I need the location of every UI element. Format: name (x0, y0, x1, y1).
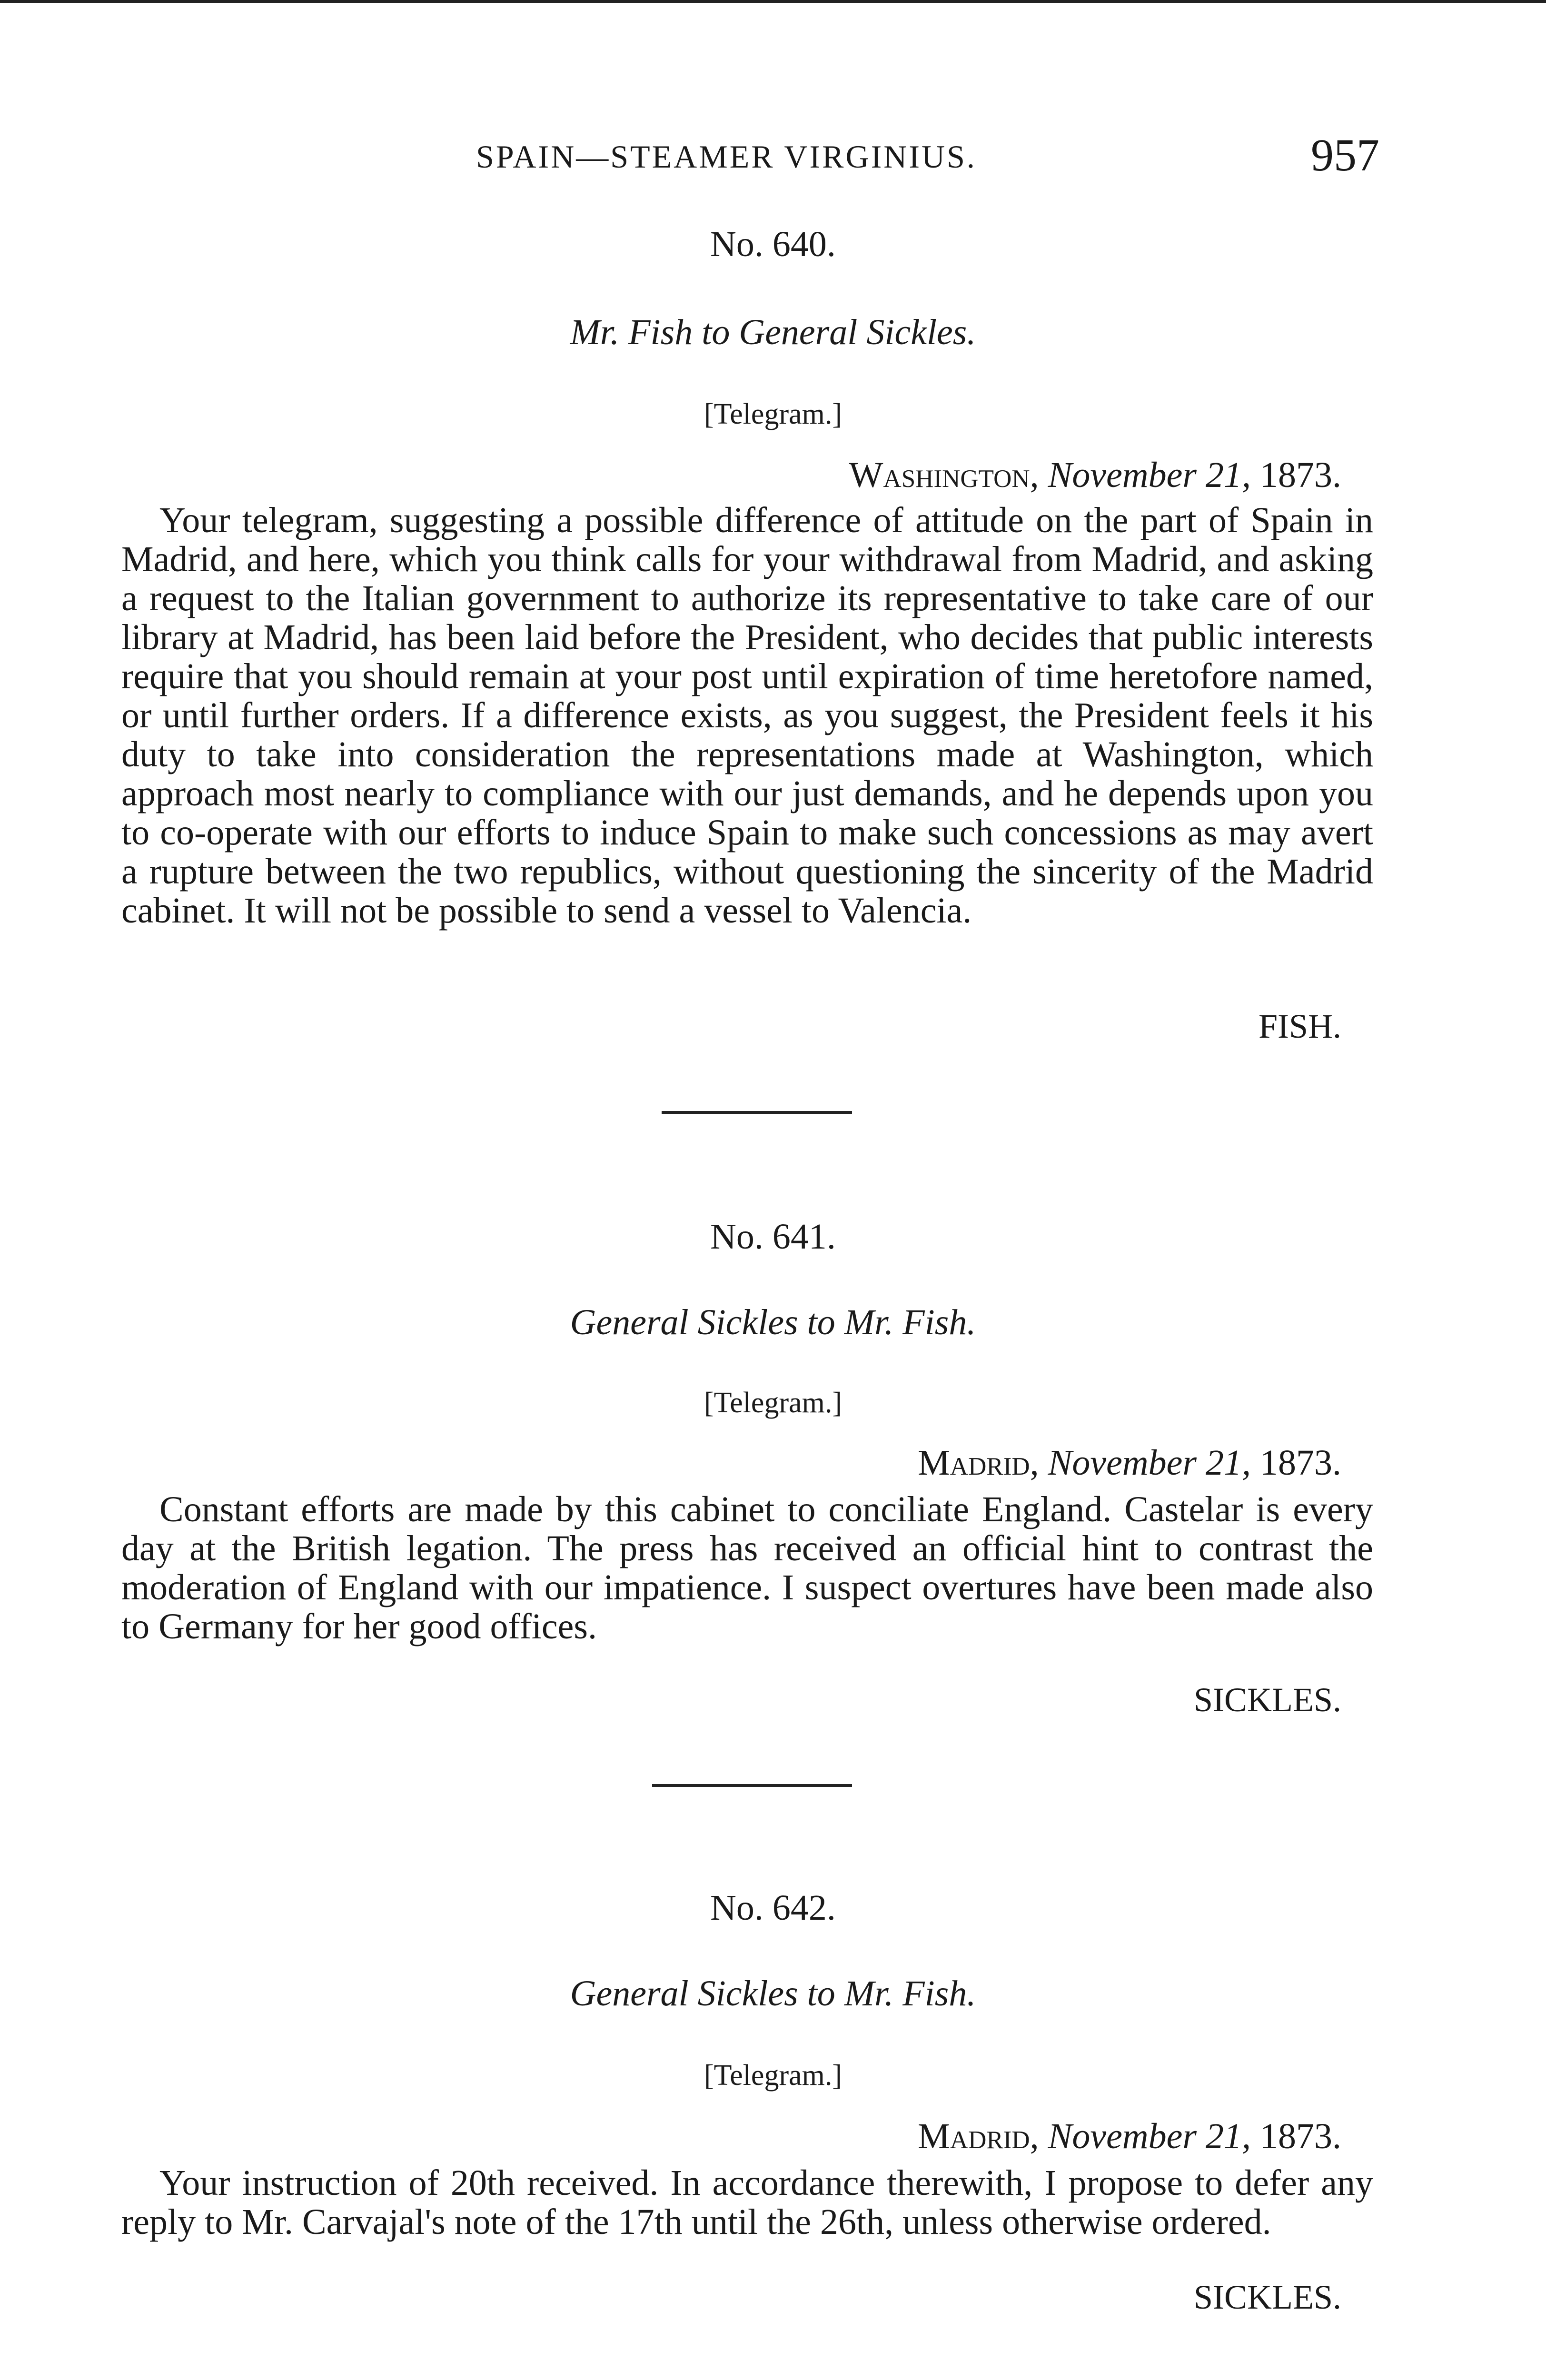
doc-640-signature: FISH. (1258, 1007, 1341, 1045)
doc-641-place: Madrid, (918, 1443, 1039, 1483)
doc-642-title: General Sickles to Mr. Fish. (570, 1973, 976, 2013)
section-divider (662, 1111, 852, 1114)
doc-641-kind: [Telegram.] (704, 1387, 842, 1419)
doc-640-kind: [Telegram.] (704, 398, 842, 430)
doc-642-body: Your instruction of 20th received. In accordance therewith, I propose to defer any reply to Mr. Carvajal's note of the 17th until the 26th, unless otherwise ordered. (121, 2163, 1373, 2242)
doc-642-place: Madrid, (918, 2116, 1039, 2156)
doc-640-body: Your telegram, suggesting a possible difference of attitude on the part of Spain in Madrid, and here, which you think calls for your withdrawal from Madrid, and asking a request to the Italian government to authorize its representative to take care of our library at Madrid, has been laid before the President, who decides that public interests require that you should remain at your post until expiration of time heretofore named, or until further orders. If a difference exists, as you suggest, the President feels it his duty to take into consideration the representations made at Washington, which approach most nearly to compliance with our just demands, and he depends upon you to co-operate with our efforts to induce Spain to make such concessions as may avert a rupture between the two republics, without questioning the sincerity of the Madrid cabinet. It will not be possible to send a vessel to Valencia. (121, 500, 1373, 931)
doc-640-dateline (849, 455, 1341, 496)
doc-640-title: Mr. Fish to General Sickles. (570, 312, 976, 352)
doc-641-signature: SICKLES. (1193, 1681, 1341, 1719)
doc-640-place: Washington, (849, 455, 1039, 495)
doc-642-month-day: November 21, (1048, 2116, 1251, 2156)
doc-642-number: No. 642. (710, 1888, 836, 1928)
section-divider (652, 1784, 852, 1787)
doc-640-month-day: November 21, (1048, 455, 1251, 495)
running-head: SPAIN—STEAMER VIRGINIUS. (476, 139, 977, 175)
doc-642-year: 1873. (1260, 2116, 1341, 2156)
top-border-rule (0, 0, 1546, 3)
doc-642-dateline (918, 2116, 1341, 2157)
doc-641-title: General Sickles to Mr. Fish. (570, 1302, 976, 1342)
doc-640-number: No. 640. (710, 224, 836, 264)
doc-641-month-day: November 21, (1048, 1443, 1251, 1483)
doc-641-body: Constant efforts are made by this cabinet to conciliate England. Castelar is every day at the British legation. The press has received an official hint to contrast the moderation of England with our impatience. I suspect overtures have been made also to Germany for her good offices. (121, 1489, 1373, 1646)
page-number: 957 (1311, 129, 1379, 180)
doc-642-signature: SICKLES. (1193, 2278, 1341, 2316)
doc-640-year: 1873. (1260, 455, 1341, 495)
doc-641-number: No. 641. (710, 1217, 836, 1257)
doc-641-year: 1873. (1260, 1443, 1341, 1483)
doc-642-kind: [Telegram.] (704, 2059, 842, 2092)
doc-641-dateline (918, 1442, 1341, 1484)
